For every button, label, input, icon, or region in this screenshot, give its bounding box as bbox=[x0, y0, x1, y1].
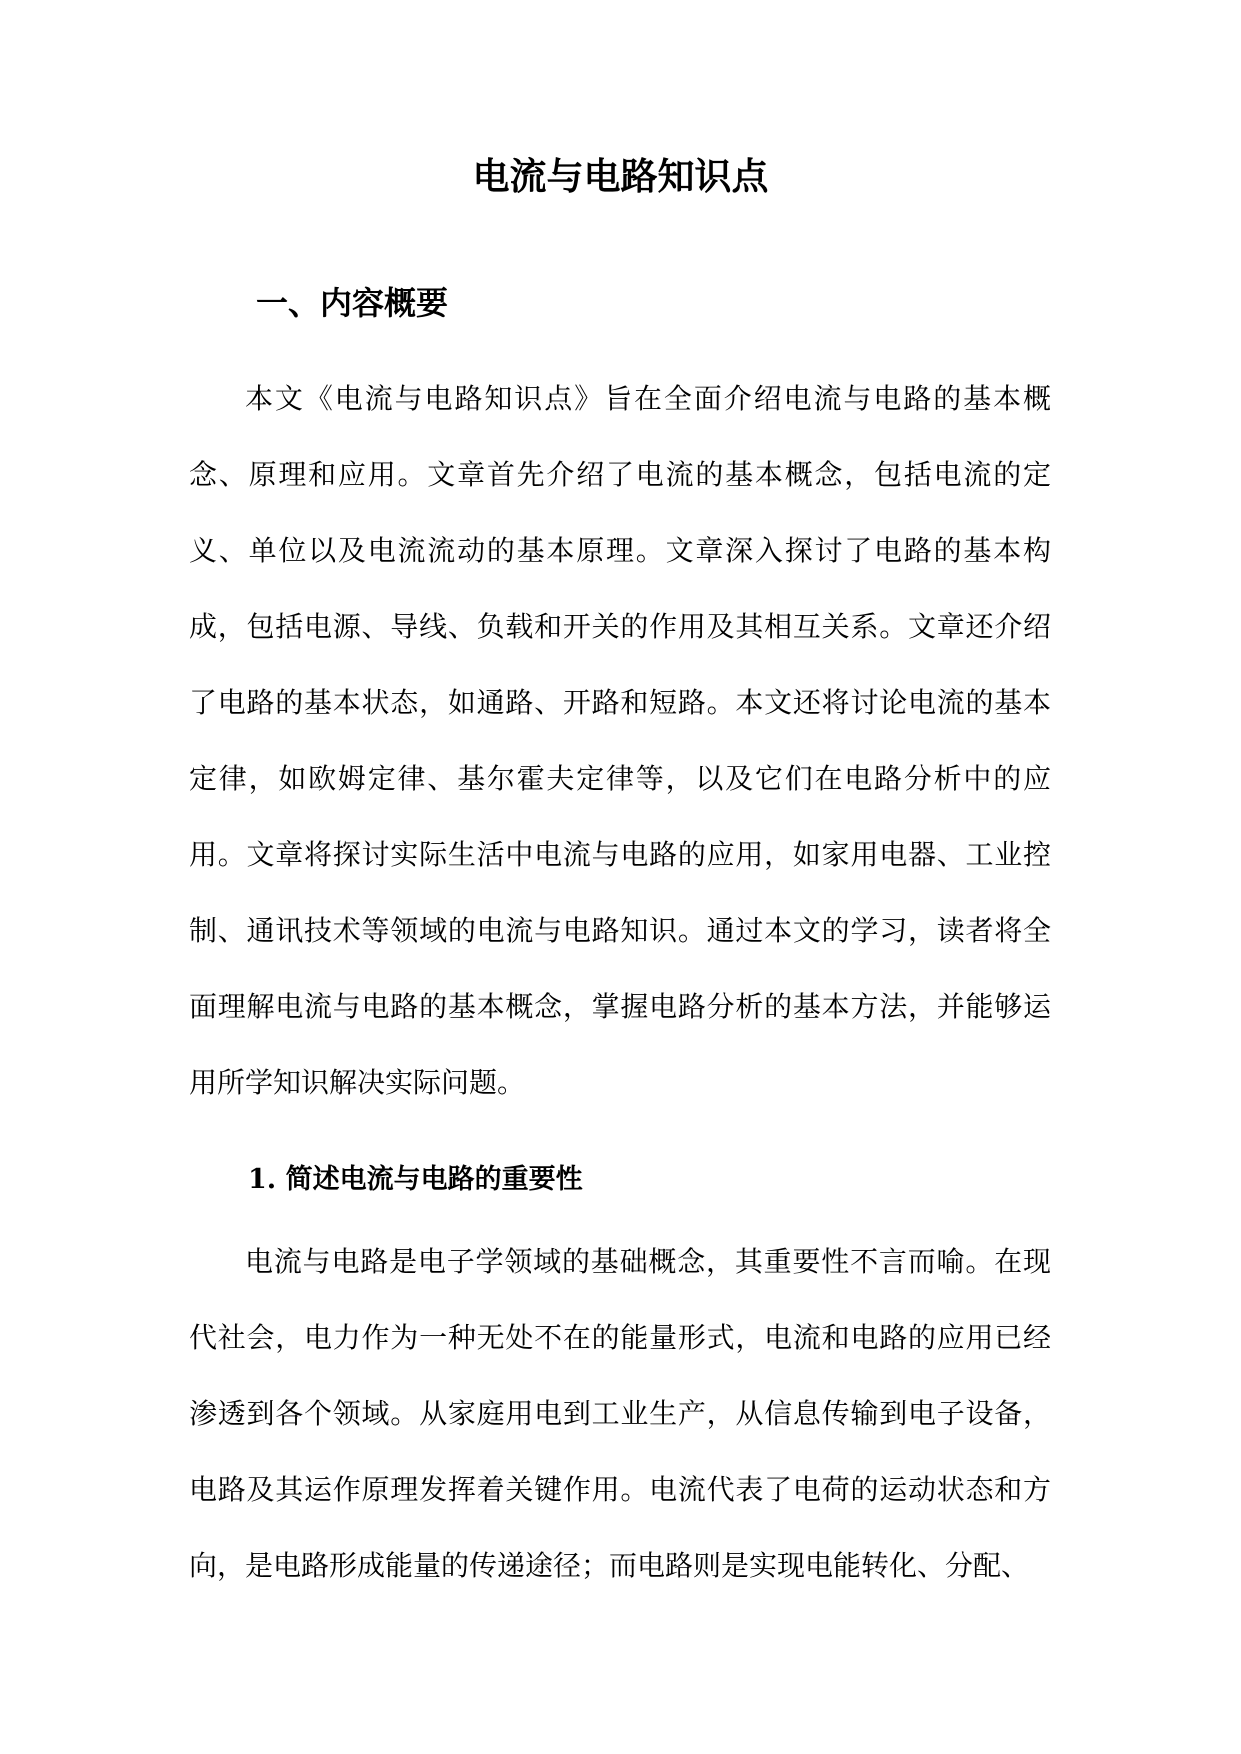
sub-heading: 1. 简述电流与电路的重要性 bbox=[248, 1164, 583, 1195]
intro-paragraph: 本文《电流与电路知识点》旨在全面介绍电流与电路的基本概念、原理和应用。文章首先介绍了电流的基本概念，包括电流的定义、单位以及电流流动的基本原理。文章深入探讨了电路的基本构成，包括电源、导线、负载和开关的作用及其相互关系。文章还介绍了电路的基本状态，如通路、开路和短路。本文还将讨论电流的基本定律，如欧姆定律、基尔霍夫定律等，以及它们在电路分析中的应用。文章将探讨实际生活中电流与电路的应用，如家用电器、工业控制、通讯技术等领域的电流与电路知识。通过本文的学习，读者将全面理解电流与电路的基本概念，掌握电路分析的基本方法，并能够运用所学知识解决实际问题。 bbox=[189, 382, 1051, 1099]
section-heading: 一、内容概要 bbox=[256, 284, 449, 322]
importance-paragraph: 电流与电路是电子学领域的基础概念，其重要性不言而喻。在现代社会，电力作为一种无处不在的能量形式，电流和电路的应用已经渗透到各个领域。从家庭用电到工业生产，从信息传输到电子设备，电路及其运作原理发挥着关键作用。电流代表了电荷的运动状态和方向，是电路形成能量的传递途径；而电路则是实现电能转化、分配、 bbox=[189, 1245, 1051, 1582]
document-title: 电流与电路知识点 bbox=[472, 154, 769, 198]
